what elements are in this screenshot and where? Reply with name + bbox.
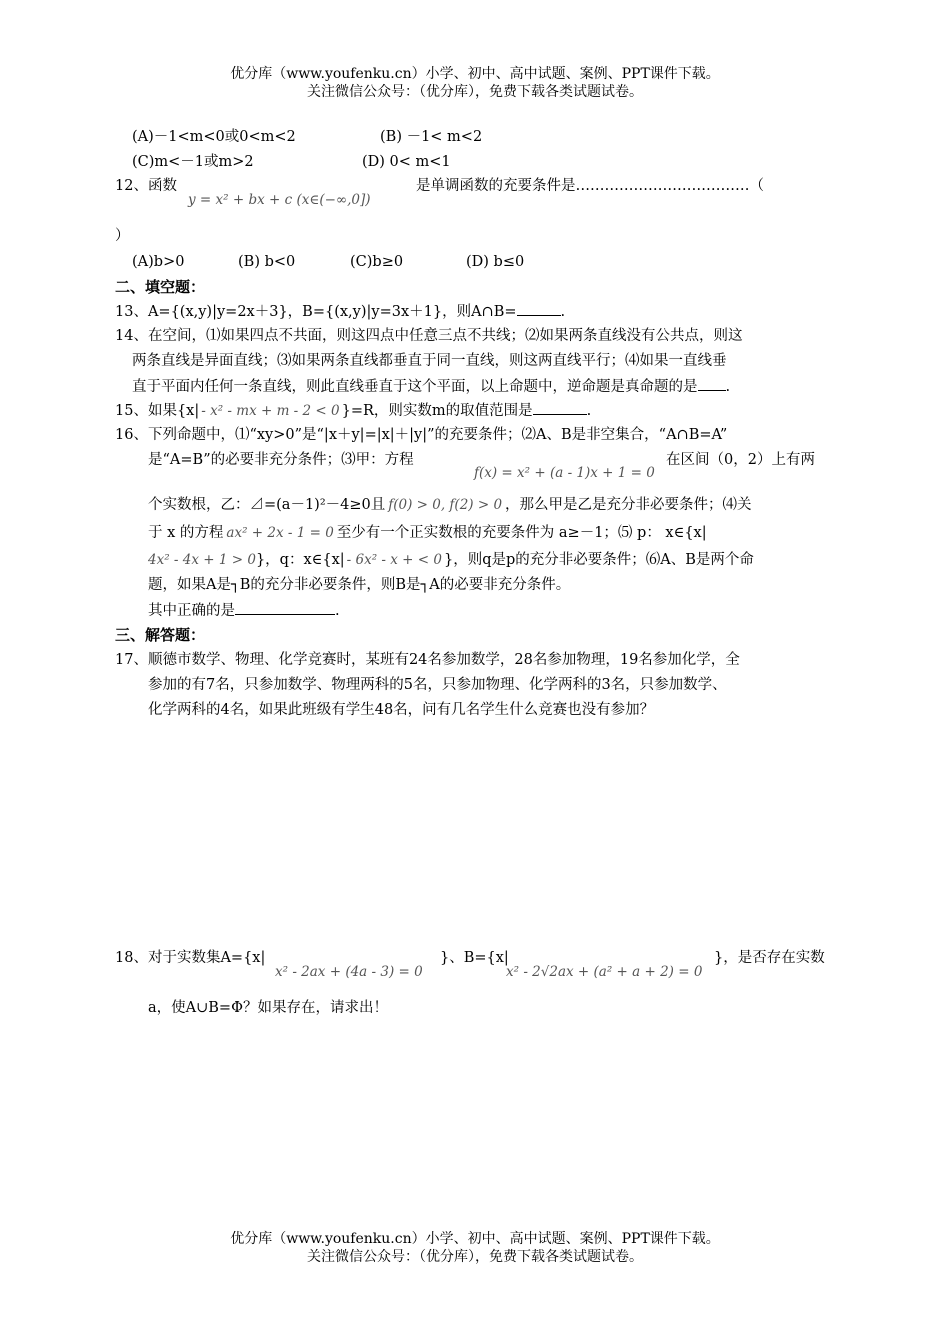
q12-option-d: (D) b≤0 [466, 254, 525, 270]
q16-line-4b: 至少有一个正实数根的充要条件为 a≥－1；⑸ p： x∈{x| [336, 525, 707, 541]
section-answer-title: 三、解答题： [115, 626, 206, 644]
q18-formula-b: x² - 2√2ax + (a² + a + 2) = 0 [506, 964, 703, 980]
q17-line-2: 参加的有7名，只参加数学、物理两科的5名，只参加物理、化学两科的3名，只参加数学、 [148, 677, 727, 693]
q18-formula-a: x² - 2ax + (4a - 3) = 0 [275, 964, 423, 980]
q12-suffix: 是单调函数的充要条件是………………………………（ [416, 178, 764, 194]
q12-option-b: (B) b<0 [238, 254, 296, 270]
q15-text [115, 400, 591, 421]
q11-option-d: (D) 0< m<1 [362, 154, 451, 170]
q13-blank [517, 301, 561, 316]
q16-line-3b: ，那么甲是乙是充分非必要条件；⑷关 [505, 497, 752, 513]
q16-line-3a: 个实数根，乙：⊿=(a－1)²－4≥0且 [148, 497, 386, 513]
q16-line-5a: }，q：x∈{x| [255, 552, 345, 568]
q14-line-3 [132, 376, 730, 397]
q14-end: . [725, 379, 731, 395]
q16-blank [235, 600, 335, 615]
q15-formula: - x² - mx + m - 2 < 0 [201, 403, 340, 419]
q12-prefix: 12、函数 [115, 178, 177, 194]
q16-line-2b: 在区间（0，2）上有两 [666, 452, 815, 468]
q16-formula-eq: ax² + 2x - 1 = 0 [226, 525, 334, 541]
footer-line-1: 优分库（www.youfenku.cn）小学、初中、高中试题、案例、PPT课件下载。 [230, 1231, 720, 1247]
q18-middle: }、B={x| [440, 950, 509, 966]
q11-option-a: (A)－1<m<0或0<m<2 [132, 129, 296, 145]
q16-formula-q: - 6x² - x + < 0 [346, 552, 442, 568]
q16-line-3 [148, 495, 752, 515]
q16-formula-p: 4x² - 4x + 1 > 0 [148, 552, 256, 568]
q13-end: . [560, 304, 566, 320]
q16-line-7 [148, 600, 340, 621]
q16-line-7-body: 其中正确的是 [148, 603, 235, 619]
q18-line-2: a，使A∪B=Φ？如果存在，请求出！ [148, 1000, 388, 1016]
q13-text [115, 301, 565, 322]
q16-end: . [335, 603, 340, 619]
section-fill-in-title: 二、填空题： [115, 278, 206, 296]
q17-line-3: 化学两科的4名，如果此班级有学生48名，问有几名学生什么竞赛也没有参加？ [148, 702, 655, 718]
header-line-2: 关注微信公众号：（优分库），免费下载各类试题试卷。 [307, 84, 643, 100]
q16-line-4a: 于 x 的方程 [148, 525, 224, 541]
q16-line-5 [148, 550, 754, 570]
q14-line-1: 14、在空间，⑴如果四点不共面，则这四点中任意三点不共线；⑵如果两条直线没有公共点，则这 [115, 328, 743, 344]
q16-line-5b: }，则q是p的充分非必要条件；⑹A、B是两个命 [443, 552, 754, 568]
q16-line-1: 16、下列命题中，⑴“xy>0”是“|x＋y|=|x|＋|y|”的充要条件；⑵A、B是非空集合，“A∩B=A” [115, 427, 728, 443]
q11-option-b: (B) －1< m<2 [380, 129, 483, 145]
header-line-1: 优分库（www.youfenku.cn）小学、初中、高中试题、案例、PPT课件下载。 [230, 66, 720, 82]
q15-end: . [586, 403, 592, 419]
q12-close: ） [115, 228, 130, 244]
q16-formula-f: f(x) = x² + (a - 1)x + 1 = 0 [474, 465, 655, 481]
q13-body: 13、A={(x,y)|y=2x＋3}，B={(x,y)|y=3x＋1}，则A∩B= [115, 304, 517, 320]
q15-blank [533, 400, 587, 415]
q16-formula-cond: f(0) > 0, f(2) > 0 [388, 497, 503, 513]
q14-line-2: 两条直线是异面直线；⑶如果两条直线都垂直于同一直线，则这两直线平行；⑷如果一直线垂 [132, 353, 727, 369]
q14-blank [698, 376, 726, 391]
q15-middle: }=R，则实数m的取值范围是 [341, 403, 533, 419]
q12-formula: y = x² + bx + c (x∈(−∞,0]) [188, 192, 371, 208]
q15-prefix: 15、如果{x| [115, 403, 200, 419]
q18-prefix: 18、对于实数集A={x| [115, 950, 266, 966]
q14-line-3-body: 直于平面内任何一条直线，则此直线垂直于这个平面，以上命题中，逆命题是真命题的是 [132, 379, 698, 395]
q12-option-c: (C)b≥0 [350, 254, 404, 270]
q16-line-6: 题，如果A是┐B的充分非必要条件，则B是┐A的必要非充分条件。 [148, 577, 571, 593]
q16-line-2a: 是“A=B”的必要非充分条件；⑶甲：方程 [148, 452, 414, 468]
q11-option-c: (C)m<－1或m>2 [132, 154, 254, 170]
q18-suffix: }，是否存在实数 [714, 950, 825, 966]
q12-option-a: (A)b>0 [132, 254, 185, 270]
footer-line-2: 关注微信公众号：（优分库），免费下载各类试题试卷。 [307, 1249, 643, 1265]
q17-line-1: 17、顺德市数学、物理、化学竞赛时，某班有24名参加数学，28名参加物理，19名参加化学，全 [115, 652, 740, 668]
q16-line-4 [148, 523, 707, 543]
